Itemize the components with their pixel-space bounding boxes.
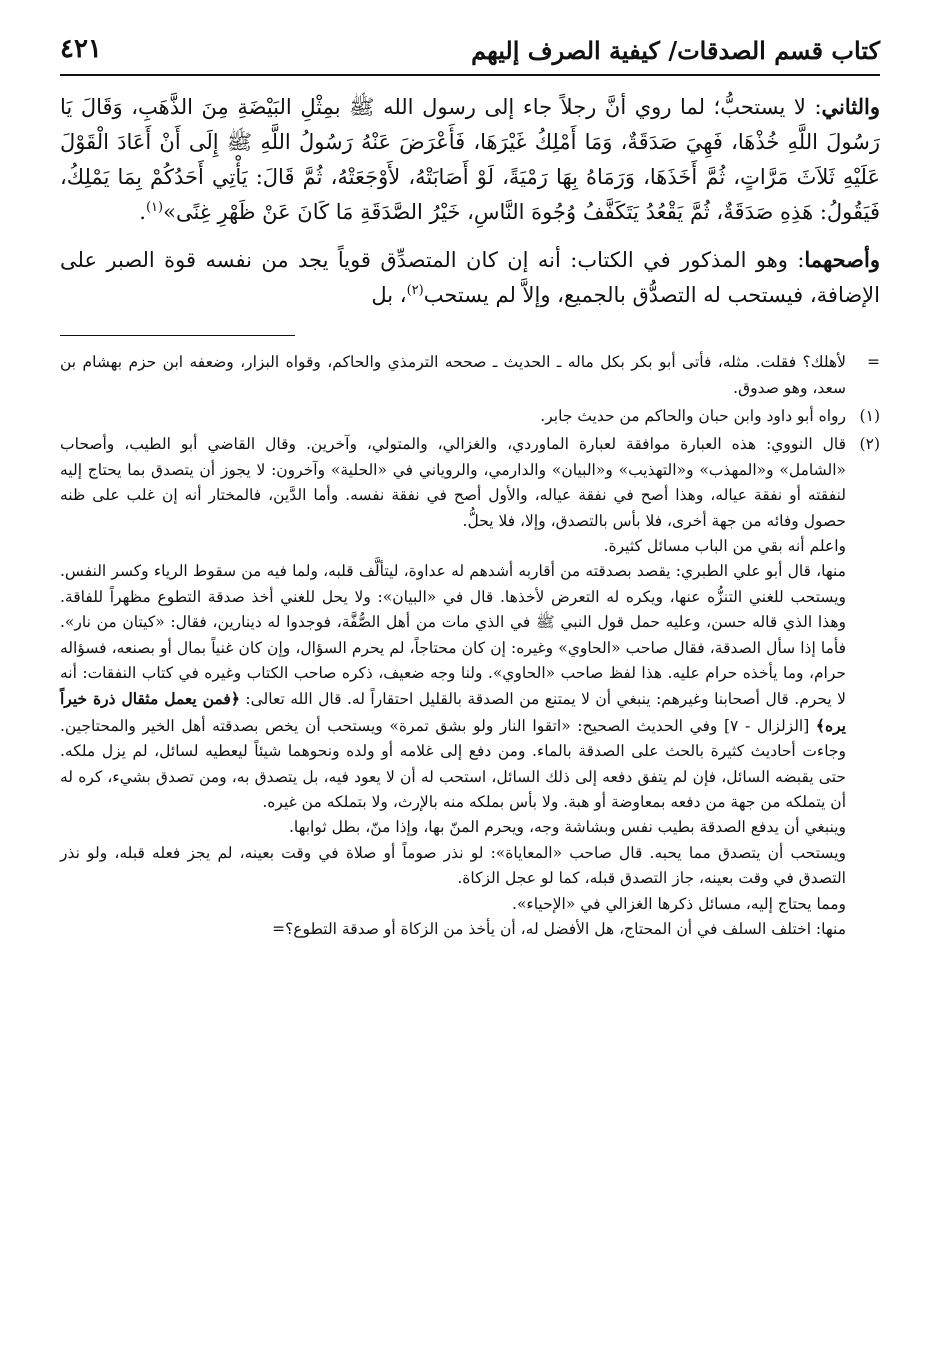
- footnote-marker: (٢): [859, 435, 880, 454]
- footnote-line: وينبغي أن يدفع الصدقة بطيب نفس وبشاشة وجه، ويحرم المنّ بها، وإذا منّ، بطل ثوابها.: [288, 818, 846, 837]
- footnote-line: منها: اختلف السلف في أن المحتاج، هل الأفضل له، أن يأخذ من الزكاة أو صدقة التطوع؟=: [272, 920, 846, 939]
- footnote-line: ومما يحتاج إليه، مسائل ذكرها الغزالي في «الإحياء».: [512, 894, 846, 913]
- footnote-line: لأهلك؟ فقلت. مثله، فأتى أبو بكر بكل ماله ـ الحديث ـ صححه الترمذي والحاكم، وقواه البزار، وضعفه ابن حزم بهشام بن سعد، وهو صدوق.: [60, 353, 846, 397]
- footnote-marker: =: [867, 353, 880, 372]
- paragraph-lead: والثاني: [821, 94, 880, 119]
- paragraph-correct-view: [60, 243, 880, 313]
- quran-verse: ﴿فمن يعمل مثقال ذرة خيراً يره﴾: [60, 689, 846, 735]
- footnote-text: منها، قال أبو علي الطبري: يقصد بصدقته من أقاربه أشدهم له عداوة، ليتألَّف قلبه، ولما فيه من سقوط الرياء وكسر النفس. ويستحب للغني التنزُّه عنها، ويكره له التعرض لأخذها. قال في «البيان»: ولا يحل للغني أخذ صدقة التطوع مظهراً للفاقة. وهذا الذي قاله حسن، وعليه حمل قول النبي ﷺ في الذي مات من أهل الصُّفَّة، فوجدوا له دينارين، فقال: «كيتان من نار». فأما إذا سأل الصدقة، فقال صاحب «الحاوي» وغيره: إن كان محتاجاً، لم يحرم السؤال، وإن كان غنياً بمال أو بصنعه، فسؤاله حرام، وما يأخذه حرام عليه. هذا لفظ صاحب «الحاوي». ولنا وجه ضعيف، ذكره صاحب الكتاب وغيره في كتاب النفقات: أنه لا يحرم. قال أصحابنا وغيرهم: ينبغي أن لا يمتنع من الصدقة بالقليل احتقاراً له. قال الله تعالى:: [60, 562, 846, 709]
- paragraph-text: : لا يستحبُّ؛ لما روي أنَّ رجلاً جاء إلى رسول الله ﷺ بمِثْلِ البَيْضَةِ مِنَ الذَّهَبِ، وَقَالَ يَا رَسُولَ اللَّهِ خُذْهَا، فَهِيَ صَدَقَةٌ، وَمَا أَمْلِكُ غَيْرَهَا، فَأَعْرَضَ عَنْهُ رَسُولُ اللَّهِ ﷺ إِلَى أَنْ أَعَادَ الْقَوْلَ عَلَيْهِ ثَلاَثَ مَرَّاتٍ، ثُمَّ أَخَذَهَا، وَرَمَاهُ بِهَا رَمْيَةً، لَوْ أَصَابَتْهُ، لأَوْجَعَتْهُ، ثُمَّ قَالَ: يَأْتِي أَحَدُكُمْ بِمَا يَمْلِكُ، فَيَقُولُ: هَذِهِ صَدَقَةٌ، ثُمَّ يَقْعُدُ يَتَكَفَّفُ وُجُوهَ النَّاسِ، خَيْرُ الصَّدَقَةِ مَا كَانَ عَنْ ظَهْرِ غِنًى»: [60, 95, 880, 224]
- paragraph-end: .: [139, 199, 146, 224]
- footnote-divider: [60, 335, 295, 336]
- running-title: كتاب قسم الصدقات/ كيفية الصرف إليهم: [471, 36, 880, 65]
- footnote-continuation: [60, 350, 880, 401]
- footnote-line: واعلم أنه بقي من الباب مسائل كثيرة.: [603, 537, 846, 555]
- footnote-reference: (٢): [406, 283, 424, 299]
- footnote-reference: (١): [145, 199, 164, 215]
- footnotes: [60, 350, 880, 942]
- page-number: ٤٢١: [60, 34, 102, 64]
- footnote-2: [60, 432, 880, 942]
- paragraph-end: ، بل: [371, 283, 407, 308]
- footnote-line: قال النووي: هذه العبارة موافقة لعبارة الماوردي، والغزالي، والمتولي، وآخرين. وقال القاضي أبو الطيب، وأصحاب «الشامل» و«المهذب» و«التهذيب» و«البيان» والدارمي، والروياني في «الحلية» وآخرون: لا يجوز أن يتصدق بما يحتاج إليه لنفقته أو نفقة عياله، وهذا أصح في نفقة عياله، والأول أصح في نفقة نفسه. وأما الدَّين، فالمختار أنه إن غلب على ظنه حصول وفائه من جهة أخرى، فلا بأس بالتصدق، وإلا، فلا يحلُّ.: [60, 435, 846, 530]
- paragraph-lead: وأصحهما: [804, 247, 880, 273]
- footnote-line: [60, 559, 846, 815]
- footnote-1: [60, 404, 880, 429]
- footnote-line: ويستحب أن يتصدق مما يحبه. قال صاحب «المعاياة»: لو نذر صوماً أو صلاة في وقت بعينه، لم يجز فعله قبله، ولو نذر التصدق في وقت بعينه، جاز التصدق قبله، كما لو عجل الزكاة.: [60, 843, 846, 888]
- footnote-marker: (١): [859, 406, 880, 425]
- paragraph-text: : وهو المذكور في الكتاب: أنه إن كان المتصدِّق قوياً يجد من نفسه قوة الصبر على الإضافة، فيستحب له التصدُّق بالجميع، وإلاَّ لم يستحب: [60, 248, 880, 308]
- book-page: [60, 30, 880, 1350]
- footnote-text: [الزلزال - ٧] وفي الحديث الصحيح: «اتقوا النار ولو بشق تمرة» ويستحب أن يخص بصدقته أهل الخير والمحتاجين. وجاءت أحاديث كثيرة بالحث على الصدقة بالماء. ومن دفع إلى غلامه أو ولده ونحوهما شيئاً ليعطيه لسائل، لم يزل ملكه. حتى يقبضه السائل، فإن لم يتفق دفعه إلى ذلك السائل، استحب له أن لا يعود فيه، بل يتصدق به، ومن تصدق بشيء، كره له أن يتملكه من جهة من دفعه بمعاوضة أو هبة. ولا بأس بملكه منه بالإرث، ولا بتملكه من غيره.: [60, 716, 846, 812]
- paragraph-second-view: [60, 90, 880, 229]
- main-text: [60, 90, 880, 313]
- footnote-line: رواه أبو داود وابن حبان والحاكم من حديث جابر.: [540, 406, 846, 425]
- page-header: [60, 30, 880, 76]
